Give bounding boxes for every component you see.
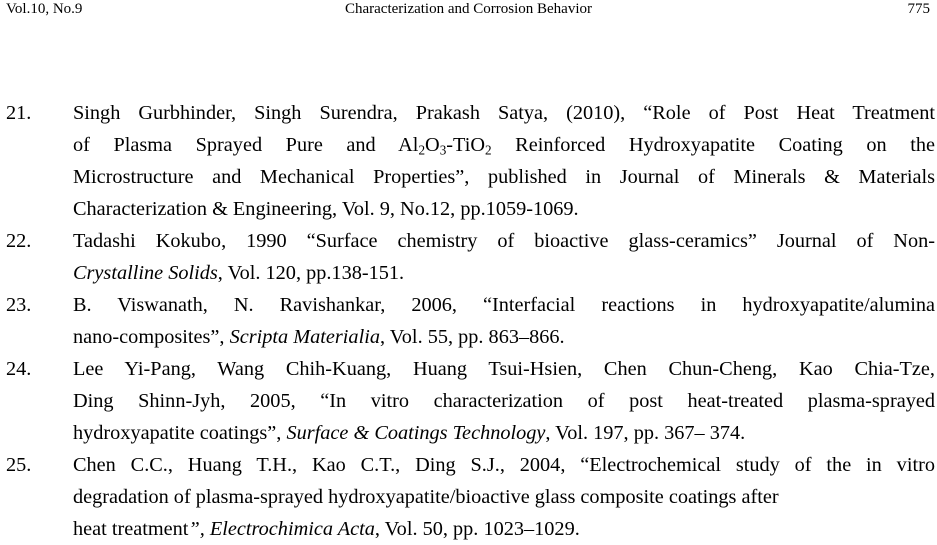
reference-line: B. Viswanath, N. Ravishankar, 2006, “Interfacial reactions in hydroxyapatite/alumina bbox=[73, 294, 935, 316]
reference-number: 25. bbox=[6, 454, 32, 476]
reference-number: 24. bbox=[6, 358, 32, 380]
reference-line-formula: of Plasma Sprayed Pure and $Al_2O_3-TiO_2$ Reinforced Hydroxyapatite Coating on the bbox=[73, 134, 935, 158]
reference-23 bbox=[0, 289, 937, 353]
reference-line: hydroxyapatite coatings”, Surface & Coatings Technology, Vol. 197, pp. 367– 374. bbox=[73, 422, 746, 444]
running-header bbox=[0, 0, 937, 22]
reference-number: 23. bbox=[6, 294, 32, 316]
reference-line: Singh Gurbhinder, Singh Surendra, Prakash Satya, (2010), “Role of Post Heat Treatment bbox=[73, 102, 935, 124]
reference-line: Ding Shinn-Jyh, 2005, “In vitro characterization of post heat-treated plasma-sprayed bbox=[73, 390, 935, 412]
reference-line: heat treatment”, Electrochimica Acta, Vol. 50, pp. 1023–1029. bbox=[73, 518, 580, 540]
reference-line: Characterization & Engineering, Vol. 9, No.12, pp.1059-1069. bbox=[73, 198, 579, 220]
reference-22 bbox=[0, 225, 937, 289]
reference-text bbox=[73, 289, 935, 353]
reference-line: Chen C.C., Huang T.H., Kao C.T., Ding S.J., 2004, “Electrochemical study of the in vitro bbox=[73, 454, 935, 476]
journal-name: ”, Electrochimica Acta bbox=[188, 518, 375, 540]
reference-line: Tadashi Kokubo, 1990 “Surface chemistry of bioactive glass-ceramics” Journal of Non- bbox=[73, 230, 935, 252]
reference-24 bbox=[0, 353, 937, 449]
reference-number: 21. bbox=[6, 102, 32, 124]
journal-name: Scripta Materialia bbox=[229, 326, 380, 348]
reference-line: Crystalline Solids, Vol. 120, pp.138-151. bbox=[73, 262, 405, 284]
reference-text bbox=[73, 97, 935, 225]
reference-line: nano-composites”, Scripta Materialia, Vol. 55, pp. 863–866. bbox=[73, 326, 565, 348]
reference-list bbox=[0, 97, 937, 545]
journal-name: Surface & Coatings Technology bbox=[286, 422, 546, 444]
journal-name: Crystalline Solids bbox=[73, 262, 218, 284]
reference-line: degradation of plasma-sprayed hydroxyapatite/bioactive glass composite coatings after bbox=[73, 486, 779, 508]
reference-25 bbox=[0, 449, 937, 545]
reference-text bbox=[73, 225, 935, 289]
reference-line: Lee Yi-Pang, Wang Chih-Kuang, Huang Tsui-Hsien, Chen Chun-Cheng, Kao Chia-Tze, bbox=[73, 358, 935, 380]
reference-number: 22. bbox=[6, 230, 32, 252]
reference-text bbox=[73, 353, 935, 449]
reference-text bbox=[73, 449, 935, 545]
journal-volume: Vol.10, No.9 bbox=[6, 1, 83, 17]
running-title: Characterization and Corrosion Behavior bbox=[344, 1, 592, 17]
reference-21 bbox=[0, 97, 937, 225]
page-number: 775 bbox=[907, 1, 930, 17]
reference-line: Microstructure and Mechanical Properties”, published in Journal of Minerals & Materials bbox=[73, 166, 935, 188]
